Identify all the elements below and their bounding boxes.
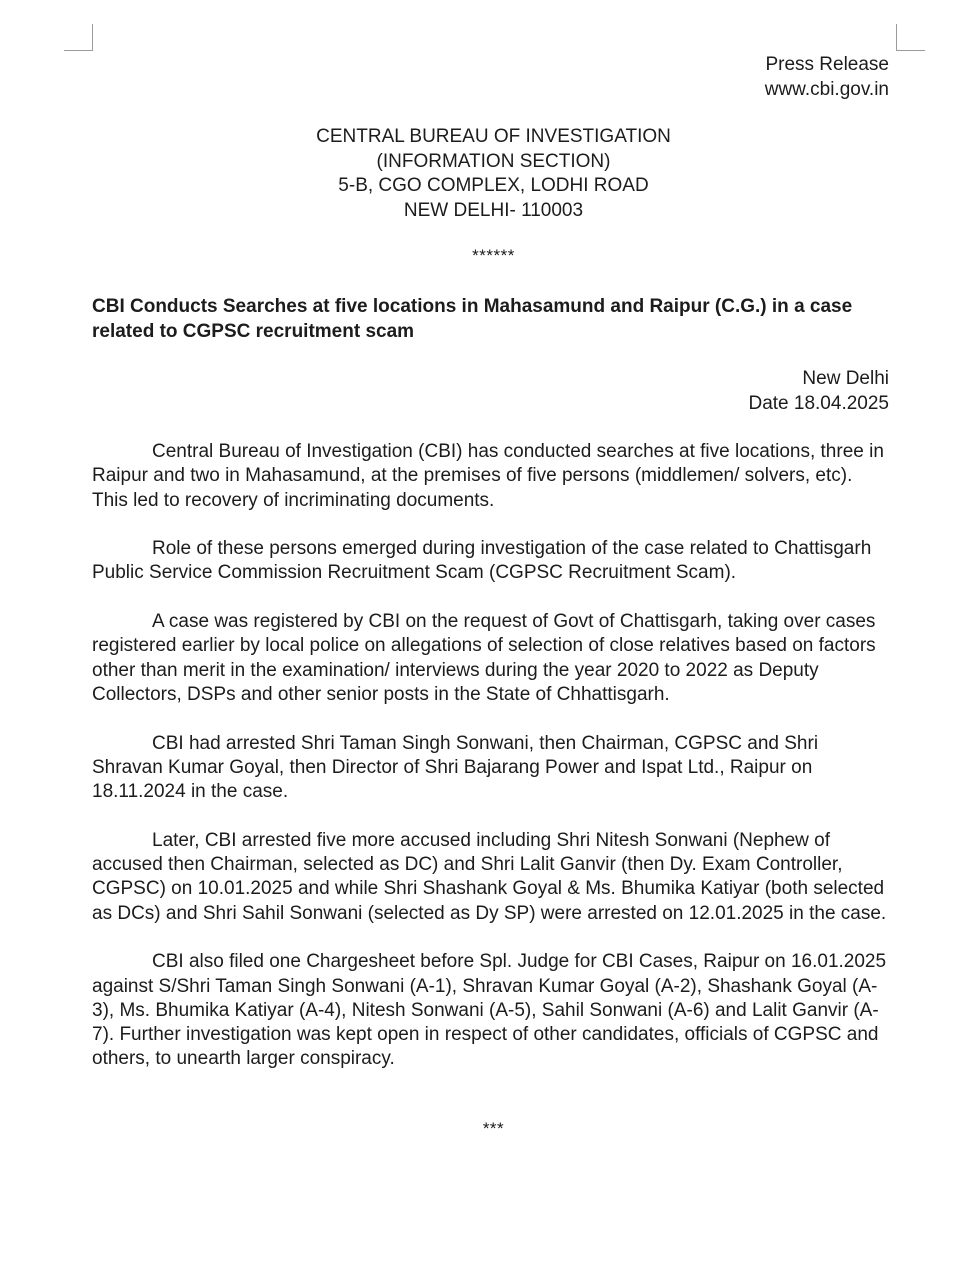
body-paragraph: Later, CBI arrested five more accused including Shri Nitesh Sonwani (Nephew of accused then Chairman, selected as DC) and Shri Lalit Ganvir (then Dy. Exam Controller, CGPSC) on 10.01.2025 and while Shri Shashank Goyal & Ms. Bhumika Katiyar (both selected as DCs) and Shri Sahil Sonwani (selected as Dy SP) were arrested on 12.01.2025 in the case.: [92, 829, 887, 924]
body-paragraph: CBI also filed one Chargesheet before Spl. Judge for CBI Cases, Raipur on 16.01.2025 against S/Shri Taman Singh Sonwani (A-1), Shravan Kumar Goyal (A-2), Shashank Goyal (A-3), Ms. Bhumika Katiyar (A-4), Nitesh Sonwani (A-5), Sahil Sonwani (A-6) and Lalit Ganvir (A-7). Further investigation was kept open in respect of other candidates, officials of CGPSC and others, to unearth larger conspiracy.: [92, 951, 887, 1070]
separator-bottom: ***: [482, 1119, 505, 1138]
press-release-headline: CBI Conducts Searches at five locations in Mahasamund and Raipur (C.G.) in a case related to CGPSC recruitment scam: [92, 296, 853, 342]
organization-street: 5-B, CGO COMPLEX, LODHI ROAD: [338, 175, 649, 196]
separator-top: ******: [472, 246, 515, 265]
press-release-body: [92, 440, 892, 1096]
body-paragraph: Central Bureau of Investigation (CBI) has conducted searches at five locations, three in Raipur and two in Mahasamund, at the premises of five persons (middlemen/ solvers, etc). This led to recovery of incriminating documents.: [92, 441, 884, 511]
dateline-date: Date 18.04.2025: [748, 392, 889, 414]
dateline: [748, 367, 889, 416]
organization-city: NEW DELHI- 110003: [403, 199, 584, 221]
body-paragraph: CBI had arrested Shri Taman Singh Sonwani, then Chairman, CGPSC and Shri Shravan Kumar Goyal, then Director of Shri Bajarang Power and Ispat Ltd., Raipur on 18.11.2024 in the case.: [92, 732, 819, 803]
organization-section: (INFORMATION SECTION): [376, 150, 611, 172]
body-paragraph: Role of these persons emerged during investigation of the case related to Chattisgarh Public Service Commission Recruitment Scam (CGPSC Recruitment Scam).: [92, 538, 872, 584]
organization-name: CENTRAL BUREAU OF INVESTIGATION: [316, 126, 671, 147]
page-corner-mark-left: [64, 24, 93, 51]
website-link[interactable]: www.cbi.gov.in: [764, 79, 889, 100]
press-release-label: Press Release: [765, 54, 889, 75]
organization-address: [0, 125, 977, 223]
dateline-place: New Delhi: [802, 368, 889, 389]
body-paragraph: A case was registered by CBI on the request of Govt of Chattisgarh, taking over cases registered earlier by local police on allegations of selection of close relatives based on factors other than merit in the examination/ interviews during the year 2020 to 2022 as Deputy Collectors, DSPs and other senior posts in the State of Chhattisgarh.: [92, 611, 876, 705]
page-corner-mark-right: [896, 24, 925, 51]
press-release-header: [765, 52, 889, 102]
